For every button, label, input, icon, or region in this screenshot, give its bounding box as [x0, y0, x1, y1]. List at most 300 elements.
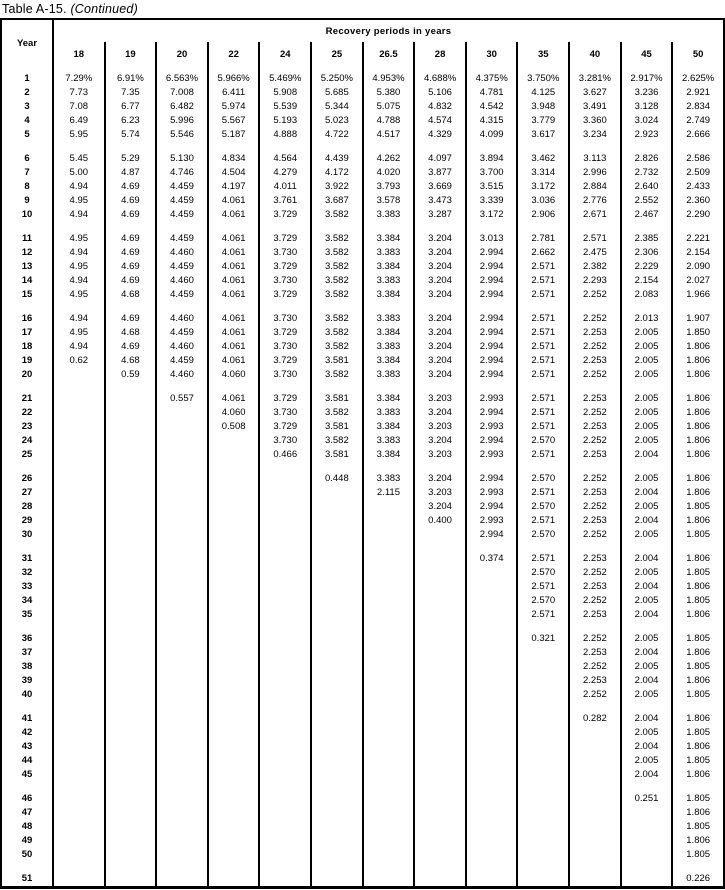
value-cell: [363, 792, 415, 806]
table-row: [1, 486, 724, 500]
value-cell: 4.517: [363, 128, 415, 142]
spacer-cell: [53, 782, 105, 792]
value-cell: 4.060: [208, 406, 260, 420]
value-cell: 4.262: [363, 152, 415, 166]
value-cell: 3.360: [569, 114, 621, 128]
value-cell: [105, 472, 157, 486]
value-cell: [53, 528, 105, 542]
value-cell: 3.462: [517, 152, 569, 166]
value-cell: 5.380: [363, 86, 415, 100]
year-cell: 33: [1, 580, 53, 594]
table-row: [1, 128, 724, 142]
table-row: [1, 514, 724, 528]
value-cell: 2.666: [672, 128, 724, 142]
value-cell: 2.385: [621, 232, 673, 246]
spacer-cell: [156, 222, 208, 232]
value-cell: 4.020: [363, 166, 415, 180]
table-row: [1, 152, 724, 166]
value-cell: 4.832: [414, 100, 466, 114]
value-cell: 3.204: [414, 232, 466, 246]
year-cell: 41: [1, 712, 53, 726]
value-cell: 3.582: [311, 274, 363, 288]
value-cell: [105, 660, 157, 674]
value-cell: 4.788: [363, 114, 415, 128]
value-cell: 2.293: [569, 274, 621, 288]
value-cell: [259, 872, 311, 888]
value-cell: [621, 872, 673, 888]
header-row-periods: [1, 42, 724, 67]
spacer-cell: [1, 542, 53, 552]
value-cell: 5.966%: [208, 72, 260, 86]
year-cell: 24: [1, 434, 53, 448]
value-cell: [517, 660, 569, 674]
value-cell: [259, 726, 311, 740]
value-cell: [621, 806, 673, 820]
table-row: [1, 872, 724, 888]
value-cell: 2.252: [569, 434, 621, 448]
table-row: [1, 552, 724, 566]
value-cell: 4.69: [105, 194, 157, 208]
value-cell: [569, 726, 621, 740]
value-cell: [259, 514, 311, 528]
group-spacer-row: [1, 382, 724, 392]
value-cell: [53, 872, 105, 888]
value-cell: 3.730: [259, 246, 311, 260]
value-cell: 3.281%: [569, 72, 621, 86]
spacer-cell: [259, 222, 311, 232]
table-row: [1, 806, 724, 820]
value-cell: [105, 726, 157, 740]
value-cell: 4.69: [105, 312, 157, 326]
recovery-periods-group-header: Recovery periods in years: [53, 19, 724, 42]
value-cell: 3.582: [311, 246, 363, 260]
value-cell: [208, 566, 260, 580]
spacer-cell: [1, 782, 53, 792]
value-cell: 4.69: [105, 260, 157, 274]
value-cell: 1.806: [672, 740, 724, 754]
year-cell: 45: [1, 768, 53, 782]
year-cell: 13: [1, 260, 53, 274]
value-cell: 3.234: [569, 128, 621, 142]
value-cell: 7.29%: [53, 72, 105, 86]
value-cell: [311, 580, 363, 594]
value-cell: [156, 834, 208, 848]
spacer-cell: [466, 302, 518, 312]
value-cell: [105, 514, 157, 528]
group-spacer-row: [1, 222, 724, 232]
table-row: [1, 646, 724, 660]
spacer-cell: [156, 702, 208, 712]
value-cell: 1.806: [672, 608, 724, 622]
value-cell: [105, 872, 157, 888]
value-cell: [517, 646, 569, 660]
spacer-cell: [1, 462, 53, 472]
value-cell: [363, 740, 415, 754]
year-cell: 23: [1, 420, 53, 434]
value-cell: 5.193: [259, 114, 311, 128]
value-cell: [208, 712, 260, 726]
value-cell: 3.627: [569, 86, 621, 100]
value-cell: [311, 688, 363, 702]
spacer-cell: [105, 142, 157, 152]
spacer-cell: [517, 462, 569, 472]
year-cell: 31: [1, 552, 53, 566]
value-cell: [259, 608, 311, 622]
value-cell: 2.360: [672, 194, 724, 208]
table-body: [1, 67, 724, 888]
table-row: [1, 834, 724, 848]
value-cell: [466, 674, 518, 688]
value-cell: 3.473: [414, 194, 466, 208]
table-row: [1, 688, 724, 702]
value-cell: [363, 872, 415, 888]
value-cell: [53, 806, 105, 820]
value-cell: 4.061: [208, 312, 260, 326]
spacer-cell: [621, 702, 673, 712]
year-cell: 29: [1, 514, 53, 528]
value-cell: 3.036: [517, 194, 569, 208]
value-cell: [259, 820, 311, 834]
value-cell: [156, 712, 208, 726]
period-column-header: 22: [208, 42, 260, 67]
spacer-cell: [569, 222, 621, 232]
spacer-cell: [517, 622, 569, 632]
year-cell: 1: [1, 72, 53, 86]
year-cell: 17: [1, 326, 53, 340]
value-cell: [53, 608, 105, 622]
value-cell: 3.582: [311, 288, 363, 302]
value-cell: [156, 434, 208, 448]
table-row: [1, 608, 724, 622]
value-cell: [363, 754, 415, 768]
value-cell: [53, 448, 105, 462]
value-cell: 1.907: [672, 312, 724, 326]
value-cell: [156, 872, 208, 888]
value-cell: 1.806: [672, 674, 724, 688]
table-row: [1, 368, 724, 382]
value-cell: [259, 594, 311, 608]
value-cell: 1.806: [672, 514, 724, 528]
group-spacer-row: [1, 622, 724, 632]
value-cell: [259, 712, 311, 726]
value-cell: [259, 500, 311, 514]
value-cell: [156, 646, 208, 660]
value-cell: 2.994: [466, 368, 518, 382]
value-cell: [466, 580, 518, 594]
spacer-cell: [569, 302, 621, 312]
value-cell: [311, 552, 363, 566]
value-cell: 2.834: [672, 100, 724, 114]
value-cell: 5.187: [208, 128, 260, 142]
value-cell: 2.253: [569, 354, 621, 368]
value-cell: 3.793: [363, 180, 415, 194]
value-cell: 0.282: [569, 712, 621, 726]
value-cell: 4.95: [53, 232, 105, 246]
value-cell: [156, 528, 208, 542]
value-cell: [363, 848, 415, 862]
table-row: [1, 660, 724, 674]
value-cell: 2.290: [672, 208, 724, 222]
year-cell: 38: [1, 660, 53, 674]
value-cell: 4.69: [105, 246, 157, 260]
spacer-cell: [259, 382, 311, 392]
value-cell: 3.730: [259, 406, 311, 420]
value-cell: [105, 754, 157, 768]
year-cell: 6: [1, 152, 53, 166]
value-cell: [259, 646, 311, 660]
value-cell: 4.459: [156, 194, 208, 208]
value-cell: 2.005: [621, 392, 673, 406]
value-cell: 4.061: [208, 354, 260, 368]
spacer-cell: [311, 222, 363, 232]
value-cell: [208, 660, 260, 674]
value-cell: [414, 754, 466, 768]
spacer-cell: [53, 302, 105, 312]
value-cell: 2.433: [672, 180, 724, 194]
value-cell: 2.993: [466, 392, 518, 406]
value-cell: 5.95: [53, 128, 105, 142]
spacer-cell: [208, 862, 260, 872]
value-cell: 2.252: [569, 660, 621, 674]
value-cell: [53, 768, 105, 782]
value-cell: 3.384: [363, 448, 415, 462]
value-cell: 4.68: [105, 288, 157, 302]
value-cell: 2.154: [621, 274, 673, 288]
value-cell: 2.571: [517, 340, 569, 354]
value-cell: 3.617: [517, 128, 569, 142]
value-cell: [363, 820, 415, 834]
spacer-cell: [466, 142, 518, 152]
value-cell: 2.571: [517, 326, 569, 340]
value-cell: 1.806: [672, 580, 724, 594]
value-cell: [363, 674, 415, 688]
value-cell: [414, 552, 466, 566]
value-cell: 2.993: [466, 420, 518, 434]
spacer-cell: [672, 382, 724, 392]
year-cell: 46: [1, 792, 53, 806]
spacer-cell: [621, 462, 673, 472]
value-cell: [414, 768, 466, 782]
value-cell: 0.400: [414, 514, 466, 528]
value-cell: 4.459: [156, 180, 208, 194]
value-cell: [363, 580, 415, 594]
value-cell: [105, 528, 157, 542]
value-cell: [517, 872, 569, 888]
year-cell: 26: [1, 472, 53, 486]
spacer-cell: [414, 542, 466, 552]
value-cell: 3.024: [621, 114, 673, 128]
value-cell: 3.582: [311, 326, 363, 340]
value-cell: [105, 448, 157, 462]
value-cell: 0.321: [517, 632, 569, 646]
year-cell: 32: [1, 566, 53, 580]
year-cell: 7: [1, 166, 53, 180]
value-cell: 4.060: [208, 368, 260, 382]
value-cell: [363, 608, 415, 622]
value-cell: [208, 768, 260, 782]
value-cell: 2.252: [569, 368, 621, 382]
value-cell: [208, 754, 260, 768]
value-cell: 6.77: [105, 100, 157, 114]
value-cell: 2.253: [569, 326, 621, 340]
value-cell: 1.805: [672, 632, 724, 646]
value-cell: 5.250%: [311, 72, 363, 86]
value-cell: [208, 552, 260, 566]
table-row: [1, 72, 724, 86]
value-cell: 7.008: [156, 86, 208, 100]
spacer-cell: [569, 382, 621, 392]
value-cell: [311, 754, 363, 768]
spacer-cell: [311, 782, 363, 792]
value-cell: 1.805: [672, 500, 724, 514]
value-cell: [466, 820, 518, 834]
value-cell: [156, 420, 208, 434]
spacer-cell: [672, 782, 724, 792]
value-cell: [105, 768, 157, 782]
value-cell: [259, 580, 311, 594]
value-cell: [517, 726, 569, 740]
spacer-cell: [363, 222, 415, 232]
spacer-cell: [517, 142, 569, 152]
value-cell: [363, 514, 415, 528]
value-cell: 2.253: [569, 420, 621, 434]
value-cell: 4.279: [259, 166, 311, 180]
spacer-cell: [621, 302, 673, 312]
value-cell: 4.125: [517, 86, 569, 100]
value-cell: [363, 632, 415, 646]
value-cell: 3.687: [311, 194, 363, 208]
year-cell: 10: [1, 208, 53, 222]
value-cell: [208, 434, 260, 448]
value-cell: 5.29: [105, 152, 157, 166]
value-cell: [208, 806, 260, 820]
value-cell: [466, 566, 518, 580]
value-cell: [414, 834, 466, 848]
spacer-cell: [208, 782, 260, 792]
spacer-cell: [621, 222, 673, 232]
year-cell: 4: [1, 114, 53, 128]
spacer-cell: [466, 782, 518, 792]
value-cell: [259, 566, 311, 580]
value-cell: [517, 674, 569, 688]
value-cell: [105, 434, 157, 448]
value-cell: [105, 740, 157, 754]
spacer-cell: [621, 782, 673, 792]
spacer-cell: [259, 462, 311, 472]
value-cell: 2.027: [672, 274, 724, 288]
value-cell: 4.459: [156, 232, 208, 246]
value-cell: 3.729: [259, 232, 311, 246]
value-cell: 3.491: [569, 100, 621, 114]
value-cell: [414, 594, 466, 608]
value-cell: 5.996: [156, 114, 208, 128]
value-cell: [517, 848, 569, 862]
value-cell: 5.546: [156, 128, 208, 142]
value-cell: 3.236: [621, 86, 673, 100]
value-cell: [363, 806, 415, 820]
table-row: [1, 500, 724, 514]
spacer-cell: [363, 542, 415, 552]
value-cell: 4.460: [156, 368, 208, 382]
value-cell: 1.806: [672, 448, 724, 462]
spacer-cell: [156, 622, 208, 632]
value-cell: [105, 608, 157, 622]
spacer-cell: [105, 702, 157, 712]
value-cell: 4.061: [208, 392, 260, 406]
value-cell: 3.384: [363, 326, 415, 340]
value-cell: 2.005: [621, 726, 673, 740]
value-cell: [311, 726, 363, 740]
value-cell: [466, 740, 518, 754]
value-cell: 3.204: [414, 340, 466, 354]
value-cell: 0.508: [208, 420, 260, 434]
value-cell: [53, 740, 105, 754]
value-cell: 1.806: [672, 646, 724, 660]
value-cell: 4.011: [259, 180, 311, 194]
year-cell: 44: [1, 754, 53, 768]
spacer-cell: [466, 222, 518, 232]
table-row: [1, 448, 724, 462]
value-cell: 3.581: [311, 420, 363, 434]
value-cell: [259, 834, 311, 848]
value-cell: 6.482: [156, 100, 208, 114]
value-cell: [414, 806, 466, 820]
value-cell: 4.315: [466, 114, 518, 128]
table-number-label: Table A-15.: [2, 2, 67, 16]
value-cell: [156, 566, 208, 580]
table-row: [1, 180, 724, 194]
value-cell: [53, 486, 105, 500]
value-cell: [53, 500, 105, 514]
value-cell: 3.383: [363, 340, 415, 354]
value-cell: 2.571: [517, 260, 569, 274]
value-cell: [466, 646, 518, 660]
spacer-cell: [208, 702, 260, 712]
value-cell: [53, 552, 105, 566]
value-cell: [105, 566, 157, 580]
spacer-cell: [672, 302, 724, 312]
spacer-cell: [311, 862, 363, 872]
value-cell: [208, 848, 260, 862]
value-cell: 3.204: [414, 434, 466, 448]
value-cell: 4.439: [311, 152, 363, 166]
spacer-cell: [1, 302, 53, 312]
value-cell: [414, 660, 466, 674]
value-cell: [156, 806, 208, 820]
value-cell: [53, 646, 105, 660]
value-cell: 4.94: [53, 312, 105, 326]
value-cell: 4.459: [156, 208, 208, 222]
value-cell: 2.571: [517, 354, 569, 368]
value-cell: 4.69: [105, 274, 157, 288]
year-cell: 5: [1, 128, 53, 142]
value-cell: 2.005: [621, 406, 673, 420]
value-cell: [466, 726, 518, 740]
value-cell: 1.806: [672, 406, 724, 420]
value-cell: [53, 712, 105, 726]
value-cell: [53, 566, 105, 580]
value-cell: [105, 848, 157, 862]
value-cell: 3.339: [466, 194, 518, 208]
spacer-cell: [363, 862, 415, 872]
value-cell: 4.95: [53, 194, 105, 208]
value-cell: 3.204: [414, 326, 466, 340]
depreciation-rate-table: [0, 18, 725, 889]
spacer-cell: [311, 622, 363, 632]
value-cell: 2.004: [621, 608, 673, 622]
value-cell: 2.571: [517, 420, 569, 434]
value-cell: 2.004: [621, 514, 673, 528]
